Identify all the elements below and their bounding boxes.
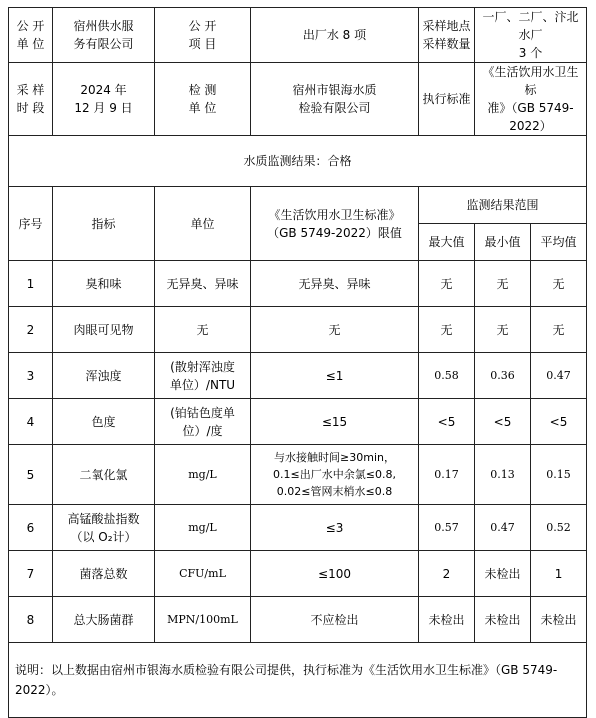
row-indicator: 菌落总数 — [53, 551, 155, 597]
note-text: 说明：以上数据由宿州市银海水质检验有限公司提供，执行标准为《生活饮用水卫生标准》（GB 5749-2022）。 — [9, 643, 587, 718]
row-limit: 无 — [251, 307, 419, 353]
row-min: 无 — [475, 261, 531, 307]
table-row — [9, 505, 587, 551]
header-row-1 — [9, 8, 587, 63]
column-header-row-1 — [9, 187, 587, 224]
sampling-location-value: 一厂、二厂、汴北水厂 3 个 — [475, 8, 587, 63]
row-min: 0.47 — [475, 505, 531, 551]
row-avg: 1 — [531, 551, 587, 597]
row-avg: <5 — [531, 399, 587, 445]
col-range-header: 监测结果范围 — [419, 187, 587, 224]
row-max: 2 — [419, 551, 475, 597]
row-index: 8 — [9, 597, 53, 643]
row-index: 5 — [9, 445, 53, 505]
row-min: <5 — [475, 399, 531, 445]
sampling-period-value: 2024 年 12 月 9 日 — [53, 63, 155, 136]
row-index: 6 — [9, 505, 53, 551]
row-index: 4 — [9, 399, 53, 445]
row-unit: 无 — [155, 307, 251, 353]
row-avg: 未检出 — [531, 597, 587, 643]
row-max: 0.57 — [419, 505, 475, 551]
row-limit: ≤15 — [251, 399, 419, 445]
summary-row — [9, 136, 587, 187]
testing-unit-label: 检 测 单 位 — [155, 63, 251, 136]
col-max-header: 最大值 — [419, 224, 475, 261]
row-unit: mg/L — [155, 445, 251, 505]
row-min: 未检出 — [475, 597, 531, 643]
table-row — [9, 445, 587, 505]
table-row — [9, 597, 587, 643]
row-limit: ≤100 — [251, 551, 419, 597]
row-min: 0.36 — [475, 353, 531, 399]
row-max: 无 — [419, 261, 475, 307]
publish-unit-value: 宿州供水服 务有限公司 — [53, 8, 155, 63]
header-row-2 — [9, 63, 587, 136]
row-indicator: 总大肠菌群 — [53, 597, 155, 643]
row-unit: CFU/mL — [155, 551, 251, 597]
water-quality-table — [8, 7, 587, 718]
summary-text: 水质监测结果：合格 — [9, 136, 587, 187]
row-index: 3 — [9, 353, 53, 399]
row-index: 1 — [9, 261, 53, 307]
col-min-header: 最小值 — [475, 224, 531, 261]
row-indicator: 浑浊度 — [53, 353, 155, 399]
table-row — [9, 307, 587, 353]
row-max: <5 — [419, 399, 475, 445]
sampling-period-label: 采 样 时 段 — [9, 63, 53, 136]
row-indicator: 色度 — [53, 399, 155, 445]
row-avg: 无 — [531, 307, 587, 353]
table-row — [9, 399, 587, 445]
row-min: 0.13 — [475, 445, 531, 505]
row-min: 无 — [475, 307, 531, 353]
row-unit: 无异臭、异味 — [155, 261, 251, 307]
row-indicator: 臭和味 — [53, 261, 155, 307]
row-unit: MPN/100mL — [155, 597, 251, 643]
row-limit: 与水接触时间≥30min， 0.1≤出厂水中余氯≤0.8, 0.02≤管网末梢水≤0.8 — [251, 445, 419, 505]
publish-project-value: 出厂水 8 项 — [251, 8, 419, 63]
testing-unit-value: 宿州市银海水质 检验有限公司 — [251, 63, 419, 136]
col-limit-header: 《生活饮用水卫生标准》 （GB 5749-2022）限值 — [251, 187, 419, 261]
publish-project-label: 公 开 项 目 — [155, 8, 251, 63]
table-row — [9, 551, 587, 597]
sampling-location-label: 采样地点 采样数量 — [419, 8, 475, 63]
col-index-header: 序号 — [9, 187, 53, 261]
row-avg: 无 — [531, 261, 587, 307]
row-index: 2 — [9, 307, 53, 353]
row-indicator: 高锰酸盐指数 （以 O₂计） — [53, 505, 155, 551]
table-row — [9, 261, 587, 307]
publish-unit-label: 公 开 单 位 — [9, 8, 53, 63]
col-indicator-header: 指标 — [53, 187, 155, 261]
row-avg: 0.52 — [531, 505, 587, 551]
row-limit: ≤3 — [251, 505, 419, 551]
row-index: 7 — [9, 551, 53, 597]
row-avg: 0.47 — [531, 353, 587, 399]
note-row — [9, 643, 587, 718]
row-unit: mg/L — [155, 505, 251, 551]
row-indicator: 二氧化氯 — [53, 445, 155, 505]
row-max: 0.17 — [419, 445, 475, 505]
row-indicator: 肉眼可见物 — [53, 307, 155, 353]
row-min: 未检出 — [475, 551, 531, 597]
row-unit: (铂钴色度单 位）/度 — [155, 399, 251, 445]
col-avg-header: 平均值 — [531, 224, 587, 261]
col-unit-header: 单位 — [155, 187, 251, 261]
row-limit: 不应检出 — [251, 597, 419, 643]
row-limit: ≤1 — [251, 353, 419, 399]
standard-label: 执行标准 — [419, 63, 475, 136]
row-unit: (散射浑浊度 单位）/NTU — [155, 353, 251, 399]
standard-value: 《生活饮用水卫生标 准》（GB 5749-2022） — [475, 63, 587, 136]
row-max: 无 — [419, 307, 475, 353]
row-max: 0.58 — [419, 353, 475, 399]
row-limit: 无异臭、异味 — [251, 261, 419, 307]
row-max: 未检出 — [419, 597, 475, 643]
row-avg: 0.15 — [531, 445, 587, 505]
table-row — [9, 353, 587, 399]
